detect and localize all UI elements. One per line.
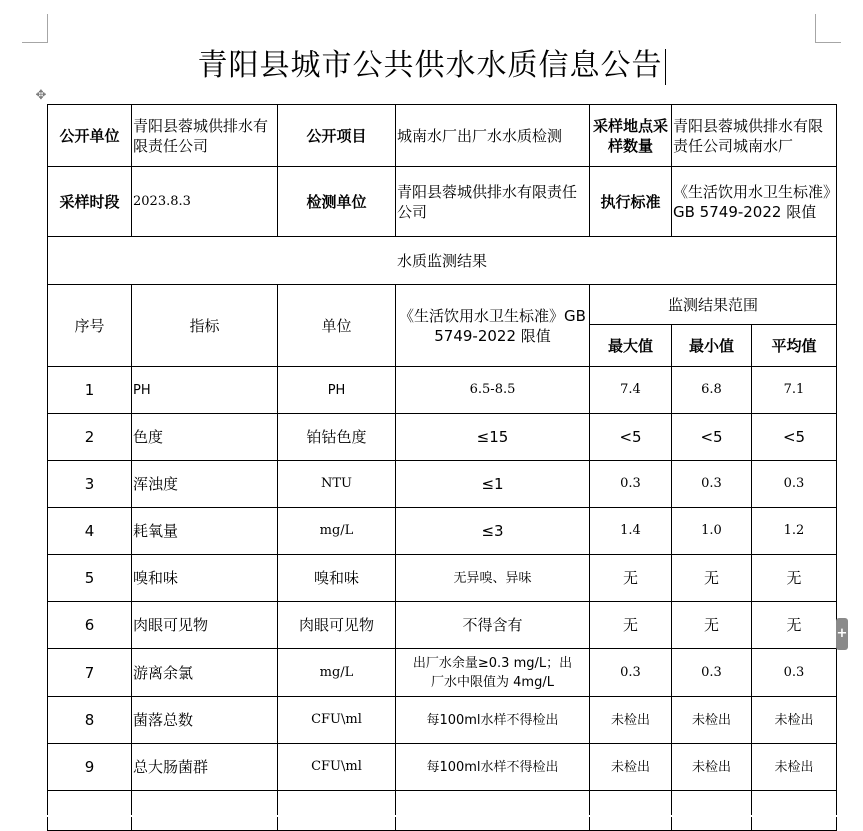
cell-empty[interactable]	[132, 791, 278, 831]
cell-empty[interactable]	[278, 791, 396, 831]
section-row	[48, 237, 837, 285]
cell-standard[interactable]: 出厂水余量≥0.3 mg/L；出厂水中限值为 4mg/L	[396, 649, 590, 697]
value-public-item[interactable]: 城南水厂出厂水水质检测	[396, 105, 590, 167]
header-max: 最大值	[590, 325, 672, 367]
cell-seq[interactable]: 6	[48, 602, 132, 649]
cell-avg[interactable]: 未检出	[752, 744, 837, 791]
crop-mark-top-left-h	[22, 42, 48, 43]
cell-unit[interactable]: PH	[278, 367, 396, 414]
cell-empty[interactable]	[396, 791, 590, 831]
cell-avg[interactable]: 7.1	[752, 367, 837, 414]
cell-min[interactable]: 0.3	[672, 649, 752, 697]
value-sampling-location[interactable]: 青阳县蓉城供排水有限责任公司城南水厂	[672, 105, 837, 167]
cell-empty[interactable]	[48, 791, 132, 831]
cell-standard[interactable]: ≤1	[396, 461, 590, 508]
cell-indicator[interactable]: 游离余氯	[132, 649, 278, 697]
cell-avg[interactable]: 0.3	[752, 461, 837, 508]
header-min: 最小值	[672, 325, 752, 367]
cell-min[interactable]: 0.3	[672, 461, 752, 508]
cell-standard[interactable]: 6.5-8.5	[396, 367, 590, 414]
cell-min[interactable]: 6.8	[672, 367, 752, 414]
cell-indicator[interactable]: 肉眼可见物	[132, 602, 278, 649]
text-cursor	[665, 49, 666, 85]
cell-avg[interactable]: 1.2	[752, 508, 837, 555]
document-title[interactable]	[0, 44, 863, 88]
document-title-text: 青阳县城市公共供水水质信息公告	[197, 48, 663, 83]
table-row	[48, 697, 837, 744]
cell-seq[interactable]: 1	[48, 367, 132, 414]
water-quality-table	[47, 104, 837, 831]
cell-standard[interactable]: 无异嗅、异味	[396, 555, 590, 602]
cell-seq[interactable]: 9	[48, 744, 132, 791]
table-row	[48, 367, 837, 414]
cell-indicator[interactable]: 耗氧量	[132, 508, 278, 555]
cell-indicator[interactable]: 色度	[132, 414, 278, 461]
cell-seq[interactable]: 8	[48, 697, 132, 744]
cell-empty[interactable]	[590, 791, 672, 831]
cell-unit[interactable]: CFU\ml	[278, 697, 396, 744]
cell-min[interactable]: 未检出	[672, 744, 752, 791]
cell-unit[interactable]: 铂钴色度	[278, 414, 396, 461]
cell-min[interactable]: <5	[672, 414, 752, 461]
cell-empty[interactable]	[752, 791, 837, 831]
table-row-empty	[48, 791, 837, 831]
cell-max[interactable]: 未检出	[590, 697, 672, 744]
cell-standard[interactable]: ≤15	[396, 414, 590, 461]
table-row	[48, 461, 837, 508]
cell-unit[interactable]: CFU\ml	[278, 744, 396, 791]
cell-standard[interactable]: 每100ml水样不得检出	[396, 697, 590, 744]
cell-avg[interactable]: 0.3	[752, 649, 837, 697]
cell-seq[interactable]: 5	[48, 555, 132, 602]
value-sampling-period[interactable]: 2023.8.3	[132, 167, 278, 237]
cell-indicator[interactable]: 嗅和味	[132, 555, 278, 602]
section-title: 水质监测结果	[48, 237, 837, 285]
cell-min[interactable]: 无	[672, 555, 752, 602]
header-standard: 《生活饮用水卫生标准》GB 5749-2022 限值	[396, 285, 590, 367]
header-avg: 平均值	[752, 325, 837, 367]
cell-max[interactable]: 0.3	[590, 461, 672, 508]
header-range: 监测结果范围	[590, 285, 837, 325]
label-public-unit: 公开单位	[48, 105, 132, 167]
cell-max[interactable]: <5	[590, 414, 672, 461]
cell-max[interactable]: 无	[590, 602, 672, 649]
table-row	[48, 744, 837, 791]
header-unit: 单位	[278, 285, 396, 367]
cell-indicator[interactable]: PH	[132, 367, 278, 414]
table-row	[48, 508, 837, 555]
cell-seq[interactable]: 7	[48, 649, 132, 697]
crop-mark-top-left-v	[47, 14, 48, 42]
label-public-item: 公开项目	[278, 105, 396, 167]
cell-max[interactable]: 未检出	[590, 744, 672, 791]
cell-avg[interactable]: 无	[752, 602, 837, 649]
cell-indicator[interactable]: 总大肠菌群	[132, 744, 278, 791]
cell-min[interactable]: 1.0	[672, 508, 752, 555]
label-sampling-period: 采样时段	[48, 167, 132, 237]
crop-mark-top-right-v	[815, 14, 816, 42]
plus-icon[interactable]: +	[836, 618, 848, 650]
cell-empty[interactable]	[672, 791, 752, 831]
header-seq: 序号	[48, 285, 132, 367]
cell-seq[interactable]: 3	[48, 461, 132, 508]
value-testing-unit[interactable]: 青阳县蓉城供排水有限责任公司	[396, 167, 590, 237]
cell-unit[interactable]: 嗅和味	[278, 555, 396, 602]
cell-avg[interactable]: 未检出	[752, 697, 837, 744]
cell-standard[interactable]: 不得含有	[396, 602, 590, 649]
cell-min[interactable]: 未检出	[672, 697, 752, 744]
header-indicator: 指标	[132, 285, 278, 367]
cell-unit[interactable]: mg/L	[278, 649, 396, 697]
cell-min[interactable]: 无	[672, 602, 752, 649]
cell-seq[interactable]: 4	[48, 508, 132, 555]
cell-standard[interactable]: 每100ml水样不得检出	[396, 744, 590, 791]
info-row	[48, 167, 837, 237]
info-row	[48, 105, 837, 167]
table-row	[48, 649, 837, 697]
value-standard[interactable]: 《生活饮用水卫生标准》GB 5749-2022 限值	[672, 167, 837, 237]
cell-max[interactable]: 7.4	[590, 367, 672, 414]
cell-max[interactable]: 1.4	[590, 508, 672, 555]
cell-unit[interactable]: NTU	[278, 461, 396, 508]
cell-unit[interactable]: 肉眼可见物	[278, 602, 396, 649]
table-row	[48, 414, 837, 461]
cell-avg[interactable]: <5	[752, 414, 837, 461]
header-row	[48, 285, 837, 325]
crop-mark-top-right-h	[815, 42, 841, 43]
cell-unit[interactable]: mg/L	[278, 508, 396, 555]
cell-indicator[interactable]: 菌落总数	[132, 697, 278, 744]
label-sampling-location: 采样地点采样数量	[590, 105, 672, 167]
value-public-unit[interactable]: 青阳县蓉城供排水有限责任公司	[132, 105, 278, 167]
table-row	[48, 555, 837, 602]
cell-standard[interactable]: ≤3	[396, 508, 590, 555]
label-standard: 执行标准	[590, 167, 672, 237]
move-icon[interactable]: ✥	[35, 88, 47, 103]
cell-indicator[interactable]: 浑浊度	[132, 461, 278, 508]
cell-seq[interactable]: 2	[48, 414, 132, 461]
cell-max[interactable]: 0.3	[590, 649, 672, 697]
cell-avg[interactable]: 无	[752, 555, 837, 602]
table-row	[48, 602, 837, 649]
cell-max[interactable]: 无	[590, 555, 672, 602]
label-testing-unit: 检测单位	[278, 167, 396, 237]
